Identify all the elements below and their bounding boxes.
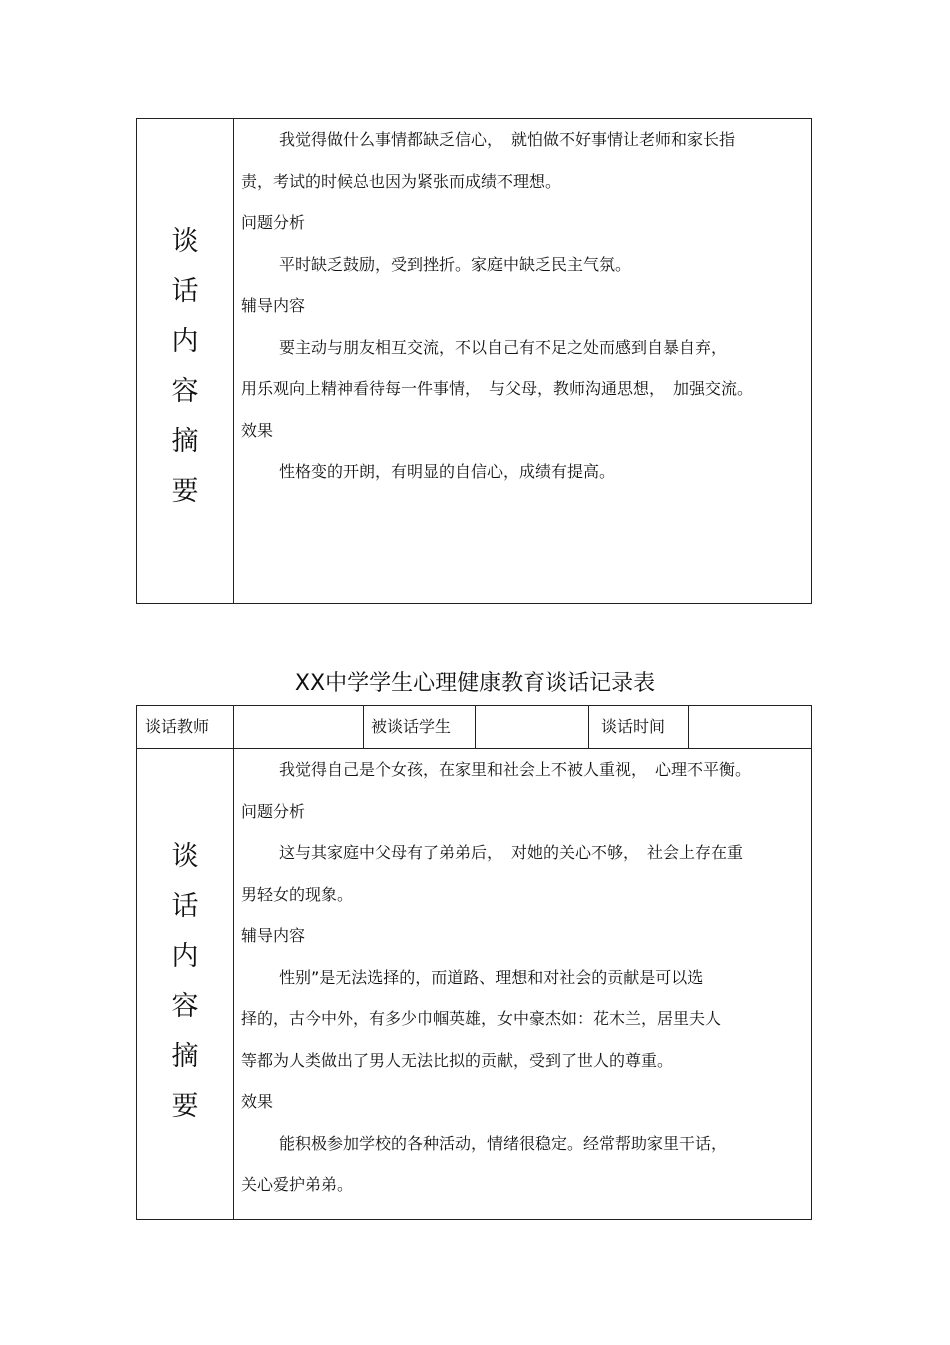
summary-side-label	[137, 119, 233, 605]
form-title: XX中学学生心理健康教育谈话记录表	[294, 671, 656, 696]
text-line: 平时缺乏鼓励，受到挫折。家庭中缺乏民主气氛。	[279, 254, 632, 274]
summary-table-2	[136, 748, 812, 1220]
text-line: 择的，古今中外，有多少巾帼英雄，女中豪杰如：花木兰，居里夫人	[241, 1009, 722, 1028]
text-line: 能积极参加学校的各种活动，情绪很稳定。经常帮助家里干话，	[279, 1133, 728, 1153]
text-line: 要主动与朋友相互交流，不以自己有不足之处而感到自暴自弃，	[279, 337, 728, 357]
student-label: 被谈话学生	[371, 717, 452, 736]
section-heading: 辅导内容	[241, 926, 306, 945]
text-line: 责，考试的时候总也因为紧张而成绩不理想。	[241, 171, 562, 191]
text-line: 这与其家庭中父母有了弟弟后， 对她的关心不够， 社会上存在重	[279, 843, 744, 862]
side-char: 摘	[171, 426, 199, 457]
text-line: 我觉得自己是个女孩，在家里和社会上不被人重视， 心理不平衡。	[279, 760, 752, 779]
summary-side-label	[137, 749, 233, 1221]
side-char: 要	[171, 476, 199, 507]
side-char: 谈	[171, 841, 199, 872]
section-heading: 辅导内容	[241, 296, 306, 315]
teacher-value[interactable]	[239, 706, 359, 748]
cell-divider	[363, 706, 364, 748]
time-value[interactable]	[693, 706, 803, 748]
side-char: 话	[171, 891, 199, 922]
side-char: 要	[171, 1091, 199, 1122]
teacher-label: 谈话教师	[145, 717, 210, 736]
text-line: 男轻女的现象。	[241, 884, 354, 904]
section-heading: 效果	[241, 1092, 274, 1111]
side-char: 内	[171, 941, 199, 972]
section-heading: 效果	[241, 420, 274, 440]
cell-divider	[475, 706, 476, 748]
side-char: 容	[171, 991, 199, 1022]
side-char: 容	[171, 376, 199, 407]
header-row	[136, 705, 812, 749]
summary-content	[241, 749, 807, 1206]
text-line: 我觉得做什么事情都缺乏信心， 就怕做不好事情让老师和家长指	[279, 130, 736, 149]
section-heading: 问题分析	[241, 213, 306, 232]
cell-divider	[233, 706, 234, 748]
cell-divider	[588, 706, 589, 748]
side-char: 内	[171, 326, 199, 357]
column-divider	[233, 749, 234, 1219]
summary-content	[241, 119, 807, 493]
section-heading: 问题分析	[241, 801, 306, 821]
column-divider	[233, 119, 234, 603]
text-line: 用乐观向上精神看待每一件事情， 与父母，教师沟通思想， 加强交流。	[241, 379, 754, 398]
student-value[interactable]	[481, 706, 585, 748]
summary-table-1	[136, 118, 812, 604]
cell-divider	[688, 706, 689, 748]
text-line: 性别”是无法选择的，而道路、理想和对社会的贡献是可以选	[279, 967, 704, 987]
side-char: 话	[171, 276, 199, 307]
text-line: 等都为人类做出了男人无法比拟的贡献，受到了世人的尊重。	[241, 1050, 674, 1070]
text-line: 性格变的开朗，有明显的自信心，成绩有提高。	[279, 462, 616, 481]
text-line: 关心爱护弟弟。	[241, 1175, 354, 1194]
side-char: 摘	[171, 1041, 199, 1072]
time-label: 谈话时间	[601, 717, 666, 736]
side-char: 谈	[171, 226, 199, 257]
